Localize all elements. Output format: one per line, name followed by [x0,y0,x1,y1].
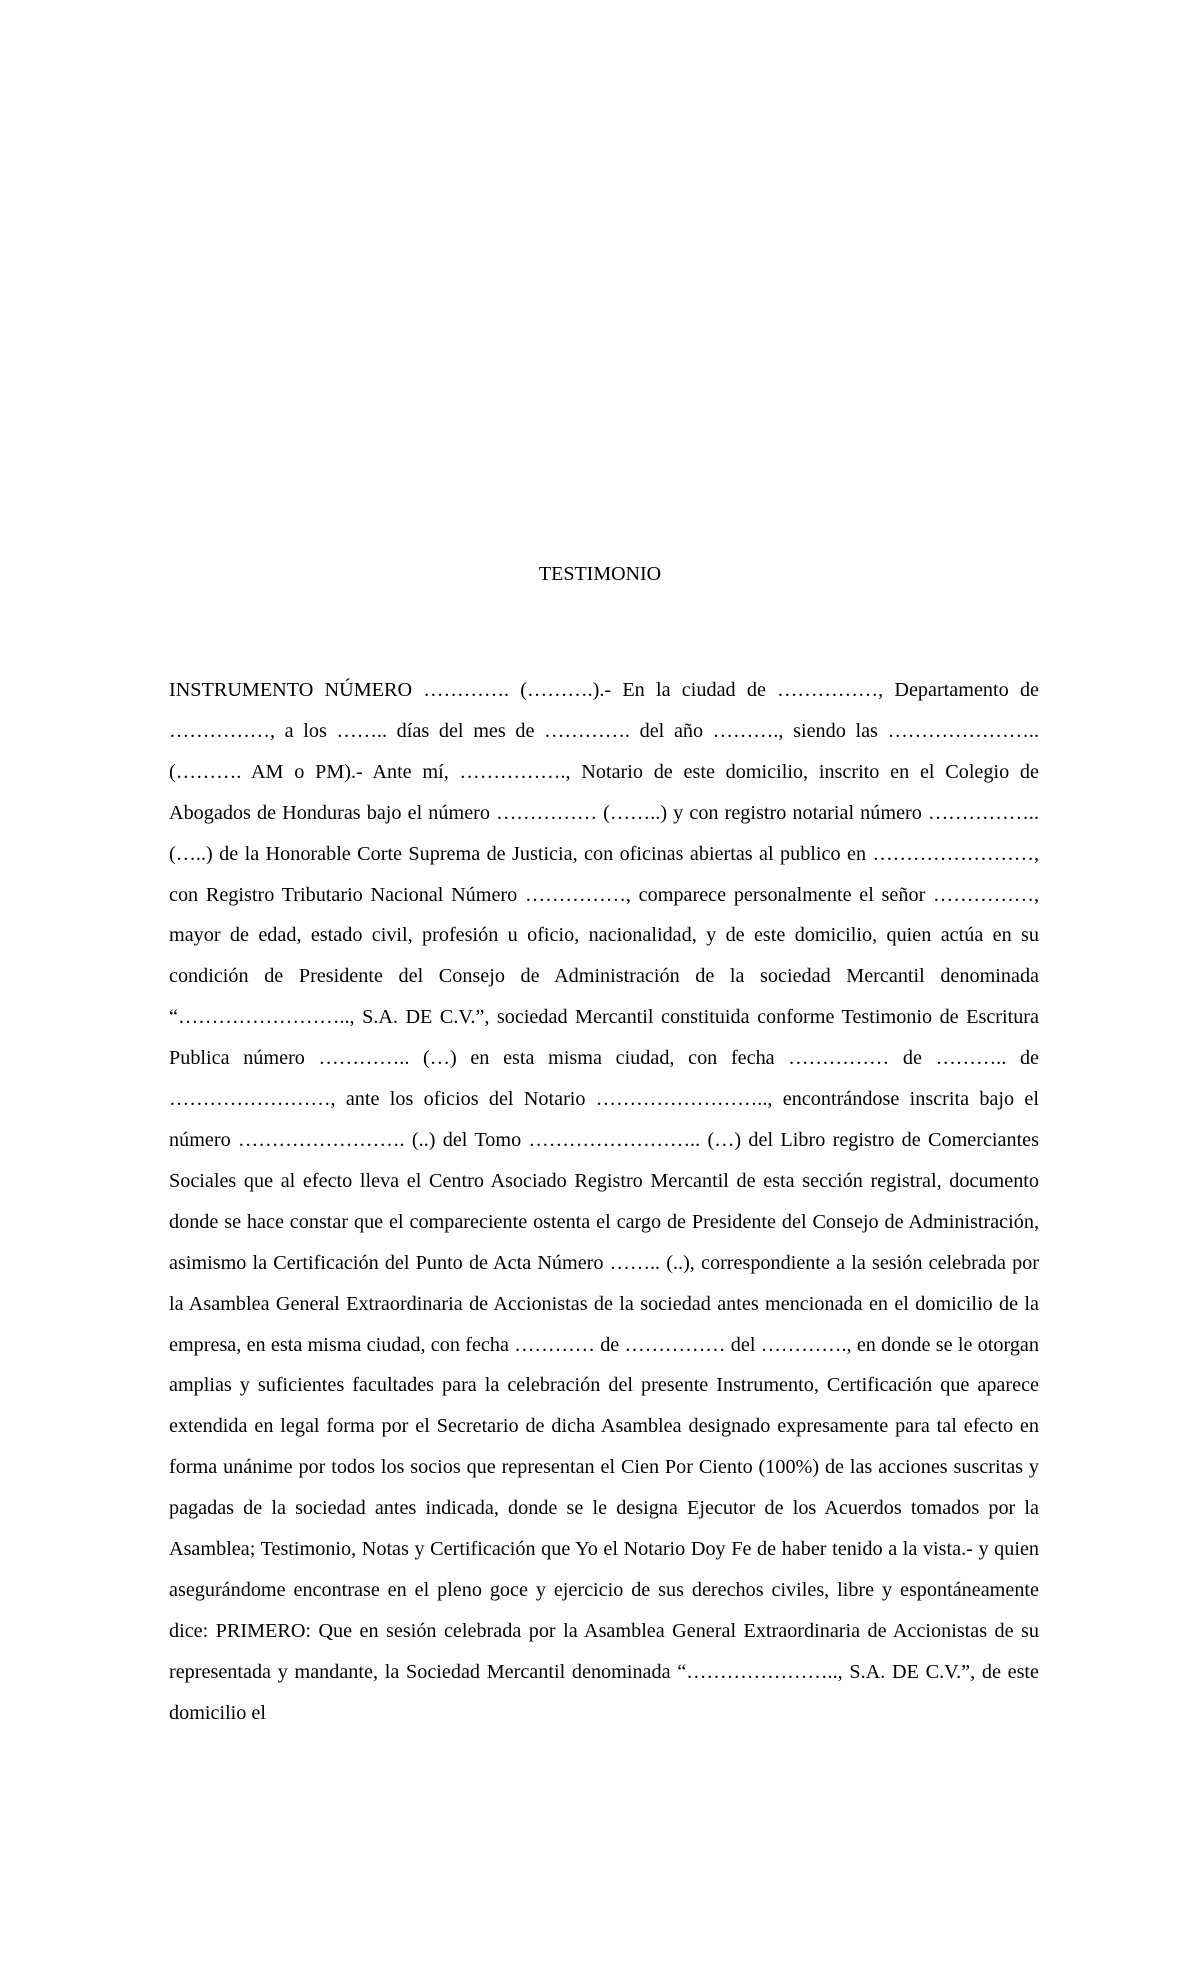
document-title: TESTIMONIO [538,563,662,585]
document-body-paragraph: INSTRUMENTO NÚMERO …………. (……….).- En la ciudad de ……………, Departamento de ……………, a los …….. días del mes de …………. del año ………., siendo las ………………….. (………. AM o PM).- Ante mí, ……………., Notario de este domicilio, inscrito en el Colegio de Abogados de Honduras bajo el número …………… (……..) y con registro notarial número …………….. (…..) de la Honorable Corte Suprema de Justicia, con oficinas abiertas al publico en ……………………, con Registro Tributario Nacional Número ……………, comparece personalmente el señor ……………, mayor de edad, estado civil, profesión u oficio, nacionalidad, y de este domicilio, quien actúa en su condición de Presidente del Consejo de Administración de la sociedad Mercantil denominada “…………………….., S.A. DE C.V.”, sociedad Mercantil constituida conforme Testimonio de Escritura Publica número ………….. (…) en esta misma ciudad, con fecha …………… de ……….. de ……………………, ante los oficios del Notario …………………….., encontrándose inscrita bajo el número ……………………. (..) del Tomo …………………….. (…) del Libro registro de Comerciantes Sociales que al efecto lleva el Centro Asociado Registro Mercantil de esta sección registral, documento donde se hace constar que el compareciente ostenta el cargo de Presidente del Consejo de Administración, asimismo la Certificación del Punto de Acta Número …….. (..), correspondiente a la sesión celebrada por la Asamblea General Extraordinaria de Accionistas de la sociedad antes mencionada en el domicilio de la empresa, en esta misma ciudad, con fecha ………… de …………… del …………., en donde se le otorgan amplias y suficientes facultades para la celebración del presente Instrumento, Certificación que aparece extendida en legal forma por el Secretario de dicha Asamblea designado expresamente para tal efecto en forma unánime por todos los socios que representan el Cien Por Ciento (100%) de las acciones suscritas y pagadas de la sociedad antes indicada, donde se le designa Ejecutor de los Acuerdos tomados por la Asamblea; Testimonio, Notas y Certificación que Yo el Notario Doy Fe de haber tenido a la vista.- y quien asegurándome encontrase en el pleno goce y ejercicio de sus derechos civiles, libre y espontáneamente dice: PRIMERO: Que en sesión celebrada por la Asamblea General Extraordinaria de Accionistas de su representada y mandante, la Sociedad Mercantil denominada “………………….., S.A. DE C.V.”, de este domicilio el [169,679,1039,1724]
